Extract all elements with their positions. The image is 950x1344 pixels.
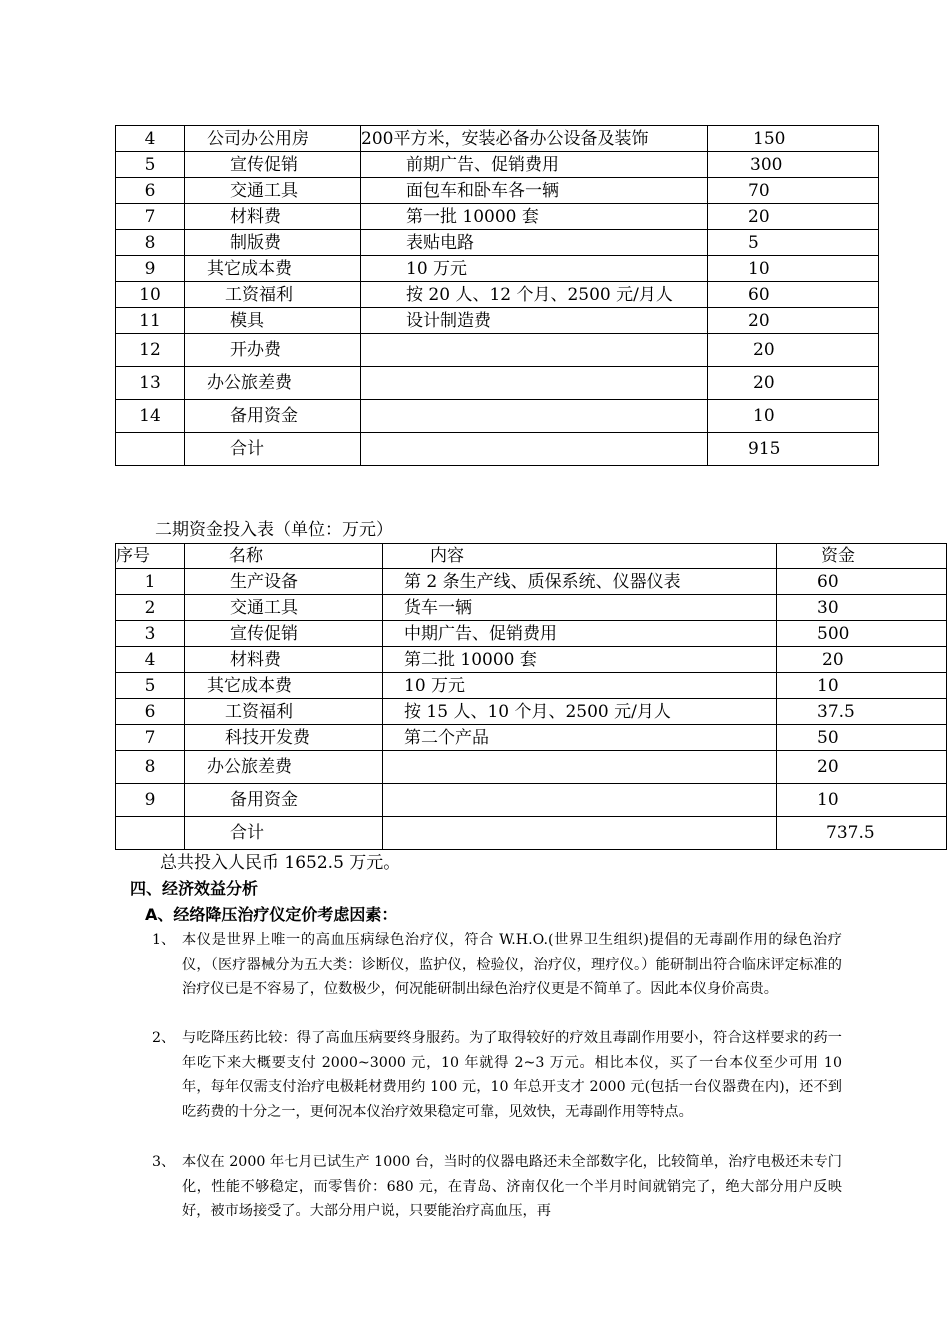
row-number: 1 [116, 569, 185, 595]
row-name: 工资福利 [185, 282, 361, 308]
row-name: 宣传促销 [185, 621, 383, 647]
row-content [361, 400, 708, 433]
row-name: 办公旅差费 [185, 751, 383, 784]
row-amount: 70 [708, 178, 879, 204]
row-content [383, 817, 777, 850]
row-amount: 500 [777, 621, 947, 647]
header-amount: 资金 [777, 544, 947, 569]
row-amount: 60 [708, 282, 879, 308]
row-name: 备用资金 [185, 784, 383, 817]
row-content: 第一批 10000 套 [361, 204, 708, 230]
table-row [116, 152, 879, 178]
total-row [116, 433, 879, 466]
row-content: 200平方米，安装必备办公设备及装饰 [361, 126, 708, 152]
table-row [116, 126, 879, 152]
row-number: 14 [116, 400, 185, 433]
row-content: 设计制造费 [361, 308, 708, 334]
row-number: 5 [116, 152, 185, 178]
row-name: 开办费 [185, 334, 361, 367]
row-amount: 20 [777, 647, 947, 673]
table-row [116, 751, 947, 784]
paragraph-text: 与吃降压药比较：得了高血压病要终身服药。为了取得较好的疗效且毒副作用要小，符合这样要求的药一年吃下来大概要支付 2000~3000 元，10 年就得 2~3 万元。相比本仪，买了一台本仪至少可用 10 年，每年仅需支付治疗电极耗材费用约 100 元，10 年总开支才 2000 元(包括一台仪器费在内)，还不到吃药费的十分之一，更何况本仪治疗效果稳定可靠，见效快，无毒副作用等特点。 [182, 1030, 842, 1120]
row-number: 2 [116, 595, 185, 621]
row-content: 前期广告、促销费用 [361, 152, 708, 178]
section-heading: 四、经济效益分析 [130, 879, 259, 898]
row-name: 材料费 [185, 204, 361, 230]
total-row [116, 817, 947, 850]
row-name: 模具 [185, 308, 361, 334]
row-amount: 20 [708, 204, 879, 230]
row-content [383, 784, 777, 817]
row-amount: 915 [708, 433, 879, 466]
row-amount: 60 [777, 569, 947, 595]
row-number: 10 [116, 282, 185, 308]
row-amount: 20 [777, 751, 947, 784]
row-number: 9 [116, 784, 185, 817]
header-name: 名称 [185, 544, 383, 569]
row-content: 表贴电路 [361, 230, 708, 256]
row-name: 工资福利 [185, 699, 383, 725]
table-row [116, 647, 947, 673]
row-amount: 10 [777, 784, 947, 817]
first-phase-table [115, 125, 879, 466]
table-row [116, 595, 947, 621]
row-number: 7 [116, 725, 185, 751]
row-name: 科技开发费 [185, 725, 383, 751]
row-content: 面包车和卧车各一辆 [361, 178, 708, 204]
row-number: 4 [116, 647, 185, 673]
table-row [116, 204, 879, 230]
row-content: 按 15 人、10 个月、2500 元/月人 [383, 699, 777, 725]
header-content: 内容 [383, 544, 777, 569]
row-name: 备用资金 [185, 400, 361, 433]
row-amount: 10 [708, 400, 879, 433]
row-number [116, 433, 185, 466]
row-content: 按 20 人、12 个月、2500 元/月人 [361, 282, 708, 308]
row-name: 办公旅差费 [185, 367, 361, 400]
table-row [116, 673, 947, 699]
row-amount: 10 [708, 256, 879, 282]
table-row [116, 784, 947, 817]
row-number: 8 [116, 751, 185, 784]
row-number: 9 [116, 256, 185, 282]
table-row [116, 569, 947, 595]
table-row [116, 699, 947, 725]
row-name: 制版费 [185, 230, 361, 256]
row-number: 4 [116, 126, 185, 152]
row-number: 5 [116, 673, 185, 699]
paragraph-1 [152, 928, 842, 1002]
row-amount: 10 [777, 673, 947, 699]
row-number: 13 [116, 367, 185, 400]
total-note: 总共投入人民币 1652.5 万元。 [160, 853, 401, 873]
table-row [116, 725, 947, 751]
row-number: 12 [116, 334, 185, 367]
row-name: 交通工具 [185, 595, 383, 621]
row-name: 其它成本费 [185, 673, 383, 699]
row-amount: 20 [708, 367, 879, 400]
sub-heading: A、经络降压治疗仪定价考虑因素： [145, 905, 398, 924]
table-row [116, 178, 879, 204]
row-name: 合计 [185, 817, 383, 850]
second-phase-table [115, 543, 947, 850]
row-name: 材料费 [185, 647, 383, 673]
row-amount: 5 [708, 230, 879, 256]
table-row [116, 400, 879, 433]
row-number: 6 [116, 178, 185, 204]
table-row [116, 367, 879, 400]
table2-caption: 二期资金投入表（单位：万元） [155, 520, 393, 540]
row-content: 货车一辆 [383, 595, 777, 621]
row-name: 合计 [185, 433, 361, 466]
row-amount: 20 [708, 334, 879, 367]
row-number [116, 817, 185, 850]
row-content: 中期广告、促销费用 [383, 621, 777, 647]
header-no: 序号 [116, 544, 185, 569]
row-amount: 37.5 [777, 699, 947, 725]
row-number: 8 [116, 230, 185, 256]
row-content: 第二批 10000 套 [383, 647, 777, 673]
paragraph-number: 3、 [152, 1154, 176, 1170]
row-content: 10 万元 [383, 673, 777, 699]
row-amount: 30 [777, 595, 947, 621]
table-row [116, 308, 879, 334]
table-row [116, 256, 879, 282]
row-number: 7 [116, 204, 185, 230]
table-row [116, 282, 879, 308]
row-content: 第 2 条生产线、质保系统、仪器仪表 [383, 569, 777, 595]
table-row [116, 230, 879, 256]
paragraph-2 [152, 1026, 842, 1124]
row-number: 11 [116, 308, 185, 334]
row-amount: 20 [708, 308, 879, 334]
paragraph-number: 1、 [152, 932, 176, 948]
row-amount: 300 [708, 152, 879, 178]
table-header-row [116, 544, 947, 569]
row-name: 其它成本费 [185, 256, 361, 282]
table-row [116, 621, 947, 647]
row-content [383, 751, 777, 784]
row-content [361, 334, 708, 367]
row-amount: 50 [777, 725, 947, 751]
row-number: 6 [116, 699, 185, 725]
row-content [361, 367, 708, 400]
row-amount: 150 [708, 126, 879, 152]
paragraph-number: 2、 [152, 1030, 176, 1046]
paragraph-text: 本仪是世界上唯一的高血压病绿色治疗仪，符合 W.H.O.(世界卫生组织)提倡的无毒副作用的绿色治疗仪，（医疗器械分为五大类：诊断仪，监护仪，检验仪，治疗仪，理疗仪。）能研制出符合临床评定标准的治疗仪已是不容易了，位数极少，何况能研制出绿色治疗仪更是不简单了。因此本仪身价高贵。 [182, 932, 842, 997]
paragraph-3 [152, 1150, 842, 1224]
row-content: 第二个产品 [383, 725, 777, 751]
row-amount: 737.5 [777, 817, 947, 850]
row-content [361, 433, 708, 466]
row-name: 宣传促销 [185, 152, 361, 178]
table-row [116, 334, 879, 367]
row-number: 3 [116, 621, 185, 647]
row-name: 公司办公用房 [185, 126, 361, 152]
row-name: 生产设备 [185, 569, 383, 595]
row-content: 10 万元 [361, 256, 708, 282]
paragraph-text: 本仪在 2000 年七月已试生产 1000 台，当时的仪器电路还未全部数字化，比较简单，治疗电极还未专门化，性能不够稳定，而零售价：680 元，在青岛、济南仅化一个半月时间就销完了，绝大部分用户反映好，被市场接受了。大部分用户说，只要能治疗高血压，再 [182, 1154, 842, 1219]
row-name: 交通工具 [185, 178, 361, 204]
